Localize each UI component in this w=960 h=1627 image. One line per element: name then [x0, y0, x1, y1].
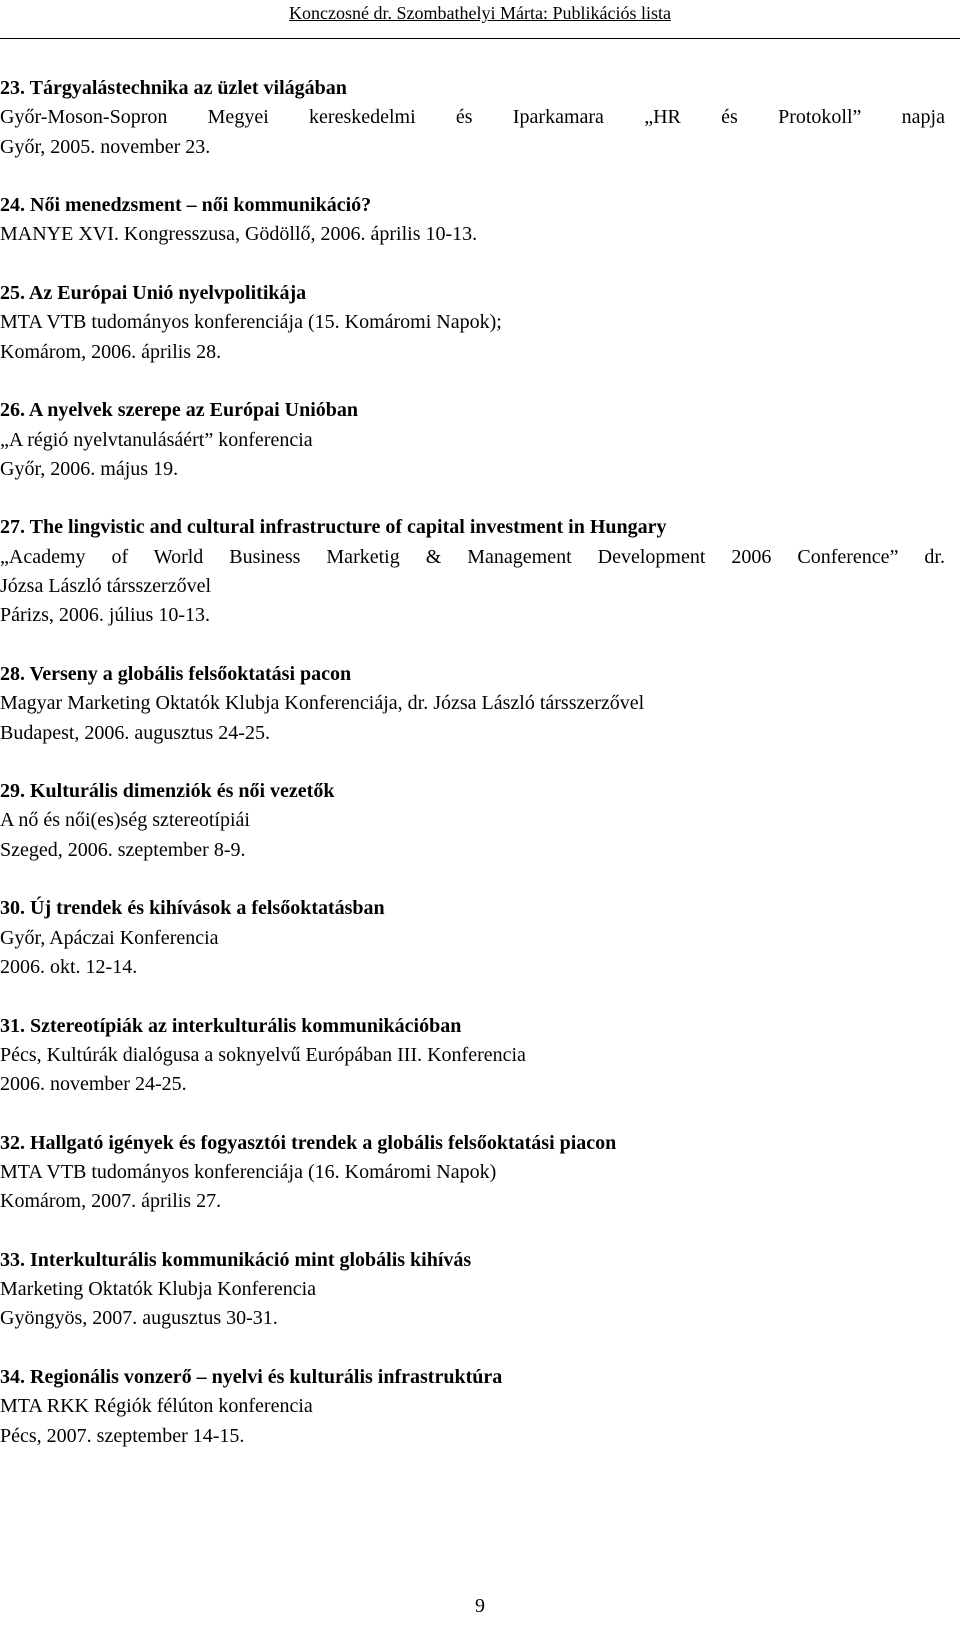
entry-title: [0, 513, 945, 542]
page-header: [0, 2, 960, 24]
publication-entry: [0, 1012, 945, 1100]
entry-title: [0, 1363, 945, 1392]
entry-detail: Gyöngyös, 2007. augusztus 30-31.: [0, 1307, 278, 1330]
entry-detail: Győr, 2005. november 23.: [0, 135, 211, 158]
entry-number: 32.: [0, 1131, 25, 1154]
entry-detail: 2006. okt. 12-14.: [0, 955, 138, 978]
entry-title: [0, 660, 945, 689]
entry-detail: Pécs, 2007. szeptember 14-15.: [0, 1424, 245, 1447]
publication-entry: [0, 660, 945, 748]
publication-entry: [0, 279, 945, 367]
entry-title-text: Sztereotípiák az interkulturális kommunikációban: [30, 1014, 462, 1037]
entry-detail: Szeged, 2006. szeptember 8-9.: [0, 838, 246, 861]
entry-title: [0, 894, 945, 923]
entry-number: 30.: [0, 897, 25, 920]
entry-title-text: The lingvistic and cultural infrastructure of capital investment in Hungary: [29, 516, 667, 539]
entry-detail: Budapest, 2006. augusztus 24-25.: [0, 721, 270, 744]
entry-detail: Győr-Moson-Sopron Megyei kereskedelmi és Iparkamara „HR és Protokoll” napja: [0, 106, 945, 129]
entry-title: [0, 279, 945, 308]
publication-entry: [0, 74, 945, 162]
entry-title-text: Hallgató igények és fogyasztói trendek a globális felsőoktatási piacon: [30, 1131, 617, 1154]
entry-title-text: Új trendek és kihívások a felsőoktatásban: [30, 897, 385, 920]
header-divider: [0, 38, 960, 39]
entry-number: 29.: [0, 780, 25, 803]
entry-title: [0, 1012, 945, 1041]
entry-title: [0, 396, 945, 425]
entry-detail: „Academy of World Business Marketig & Management Development 2006 Conference” dr.: [0, 545, 945, 568]
entry-title-text: A nyelvek szerepe az Európai Unióban: [28, 399, 358, 422]
entry-number: 27.: [0, 516, 25, 539]
entry-title-text: Tárgyalástechnika az üzlet világában: [29, 77, 347, 99]
entry-detail: MTA VTB tudományos konferenciája (16. Komáromi Napok): [0, 1160, 497, 1183]
entry-number: 23.: [0, 77, 25, 99]
entry-detail: 2006. november 24-25.: [0, 1073, 187, 1096]
publication-entry: [0, 1363, 945, 1451]
publication-list: [0, 74, 945, 1480]
entry-detail: Győr, Apáczai Konferencia: [0, 926, 219, 949]
entry-detail: MTA RKK Régiók félúton konferencia: [0, 1395, 313, 1418]
entry-detail: MTA VTB tudományos konferenciája (15. Komáromi Napok);: [0, 311, 502, 334]
entry-detail: MANYE XVI. Kongresszusa, Gödöllő, 2006. április 10-13.: [0, 223, 478, 246]
entry-title: [0, 1246, 945, 1275]
entry-title: [0, 74, 945, 103]
entry-number: 34.: [0, 1366, 25, 1389]
publication-entry: [0, 396, 945, 484]
page-number: 9: [475, 1595, 485, 1617]
entry-number: 31.: [0, 1014, 25, 1037]
entry-title-text: Interkulturális kommunikáció mint globális kihívás: [30, 1248, 472, 1271]
entry-detail: „A régió nyelvtanulásáért” konferencia: [0, 428, 313, 451]
entry-detail: Győr, 2006. május 19.: [0, 457, 179, 480]
entry-detail: Komárom, 2006. április 28.: [0, 340, 222, 363]
entry-title-text: Az Európai Unió nyelvpolitikája: [28, 282, 307, 305]
entry-title-text: Kulturális dimenziók és női vezetők: [30, 780, 335, 803]
header-title: Konczosné dr. Szombathelyi Márta: Publikációs lista: [289, 3, 671, 23]
entry-title-text: Verseny a globális felsőoktatási pacon: [29, 662, 352, 685]
entry-title-text: Női menedzsment – női kommunikáció?: [30, 194, 372, 217]
entry-number: 33.: [0, 1248, 25, 1271]
entry-number: 25.: [0, 282, 25, 305]
entry-title: [0, 777, 945, 806]
entry-detail: Magyar Marketing Oktatók Klubja Konferenciája, dr. Józsa László társszerzővel: [0, 692, 645, 715]
entry-detail: A nő és női(es)ség sztereotípiái: [0, 809, 250, 832]
entry-detail: Párizs, 2006. július 10-13.: [0, 604, 210, 627]
entry-number: 24.: [0, 194, 25, 217]
entry-number: 26.: [0, 399, 25, 422]
publication-entry: [0, 777, 945, 865]
entry-title-text: Regionális vonzerő – nyelvi és kulturális infrastruktúra: [30, 1366, 503, 1389]
publication-entry: [0, 894, 945, 982]
entry-title: [0, 1129, 945, 1158]
publication-entry: [0, 513, 945, 630]
publication-entry: [0, 191, 945, 250]
publication-entry: [0, 1129, 945, 1217]
entry-title: [0, 191, 945, 220]
entry-detail: Komárom, 2007. április 27.: [0, 1190, 222, 1213]
entry-detail: Pécs, Kultúrák dialógusa a soknyelvű Európában III. Konferencia: [0, 1043, 526, 1066]
entry-detail: Marketing Oktatók Klubja Konferencia: [0, 1278, 317, 1301]
entry-detail: Józsa László társszerzővel: [0, 575, 212, 598]
publication-entry: [0, 1246, 945, 1334]
entry-number: 28.: [0, 662, 25, 685]
